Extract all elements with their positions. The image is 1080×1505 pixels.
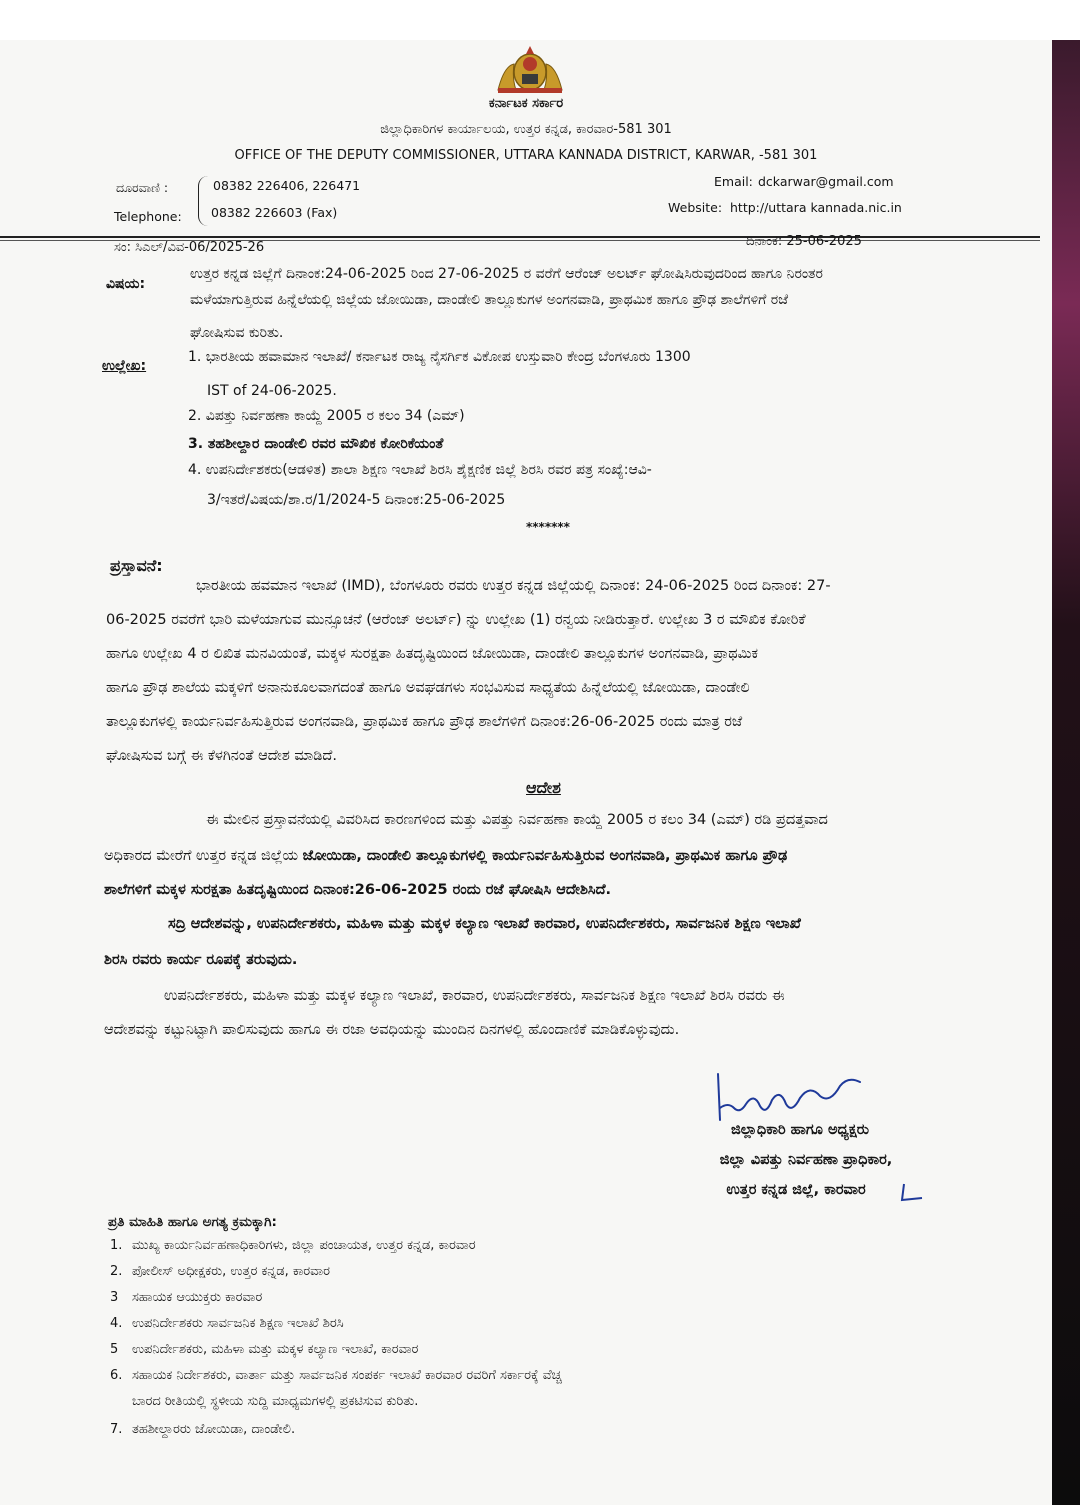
order-para-2-line-2: ಶಿರಸಿ ರವರು ಕಾರ್ಯ ರೂಪಕ್ಕೆ ತರುವುದು. <box>104 952 298 968</box>
subject-line-1: ಉತ್ತರ ಕನ್ನಡ ಜಿಲ್ಲೆಗೆ ದಿನಾಂಕ:24-06-2025 ರಿಂದ 27-06-2025 ರ ವರೆಗೆ ಆರೆಂಜ್ ಅಲರ್ಟ್ ಘೋಷಿಸಿರುವುದರಿಂದ ಹಾಗೂ ನಿರಂತರ <box>190 266 823 282</box>
order-para-1-line-2 <box>104 840 994 873</box>
phone-brace <box>198 176 211 226</box>
copy-to-item: ತಹಶೀಲ್ದಾರರು ಜೋಯಿಡಾ, ದಾಂಡೇಲಿ. <box>132 1422 296 1437</box>
copy-to-item: ಮುಖ್ಯ ಕಾರ್ಯನಿರ್ವಹಣಾಧಿಕಾರಿಗಳು, ಜಿಲ್ಲಾ ಪಂಚಾಯತ, ಉತ್ತರ ಕನ್ನಡ, ಕಾರವಾರ <box>132 1238 476 1253</box>
fax-number: 08382 226603 (Fax) <box>211 205 338 220</box>
copy-to-item: ಸಹಾಯಕ ನಿರ್ದೇಶಕರು, ವಾರ್ತಾ ಮತ್ತು ಸಾರ್ವಜನಿಕ ಸಂಪರ್ಕ ಇಲಾಖೆ ಕಾರವಾರ ರವರಿಗೆ ಸರ್ಕಾರಕ್ಕೆ ವೆಚ್ಚ <box>132 1368 562 1383</box>
copy-to-item-number: 6. <box>110 1368 123 1383</box>
order-para-2-line-1: ಸದ್ರಿ ಆದೇಶವನ್ನು, ಉಪನಿರ್ದೇಶಕರು, ಮಹಿಳಾ ಮತ್ತು ಮಕ್ಕಳ ಕಲ್ಯಾಣ ಇಲಾಖೆ ಕಾರವಾರ, ಉಪನಿರ್ದೇಶಕರು, ಸಾರ್ವಜನಿಕ ಶಿಕ್ಷಣ ಇಲಾಖೆ <box>168 916 801 932</box>
email-address: dckarwar@gmail.com <box>758 174 894 189</box>
document-page <box>0 40 1052 1505</box>
references-label: ಉಲ್ಲೇಖ: <box>102 358 147 374</box>
initial-mark <box>896 1180 926 1204</box>
copy-to-item: ಪೋಲೀಸ್ ಅಧೀಕ್ಷಕರು, ಉತ್ತರ ಕನ್ನಡ, ಕಾರವಾರ <box>132 1264 330 1279</box>
order-para-1-line-3: ಶಾಲೆಗಳಿಗೆ ಮಕ್ಕಳ ಸುರಕ್ಷತಾ ಹಿತದೃಷ್ಟಿಯಿಂದ ದಿನಾಂಕ:26-06-2025 ರಂದು ರಜೆ ಘೋಷಿಸಿ ಆದೇಶಿಸಿದೆ. <box>104 882 612 898</box>
subject-line-3: ಘೋಷಿಸುವ ಕುರಿತು. <box>190 325 284 341</box>
phone-label-kannada: ದೂರವಾಣಿ : <box>116 180 169 195</box>
header-divider <box>0 236 1040 238</box>
reference-4: 4. ಉಪನಿರ್ದೇಶಕರು(ಆಡಳಿತ) ಶಾಲಾ ಶಿಕ್ಷಣ ಇಲಾಖೆ ಶಿರಸಿ ಶೈಕ್ಷಣಿಕ ಜಿಲ್ಲೆ ಶಿರಸಿ ರವರ ಪತ್ರ ಸಂಖ್ಯೆ:ಆವಿ- <box>188 462 652 478</box>
reference-1: 1. ಭಾರತೀಯ ಹವಾಮಾನ ಇಲಾಖೆ/ ಕರ್ನಾಟಕ ರಾಜ್ಯ ನೈಸರ್ಗಿಕ ವಿಕೋಪ ಉಸ್ತುವಾರಿ ಕೇಂದ್ರ ಬೆಂಗಳೂರು 1300 <box>188 349 691 365</box>
background-edge <box>1052 40 1080 1505</box>
website-label: Website: <box>668 200 723 215</box>
website-url: http://uttara kannada.nic.in <box>730 200 902 215</box>
preamble-line-4: ಹಾಗೂ ಪ್ರೌಢ ಶಾಲೆಯ ಮಕ್ಕಳಿಗೆ ಅನಾನುಕೂಲವಾಗದಂತೆ ಹಾಗೂ ಅವಘಡಗಳು ಸಂಭವಿಸುವ ಸಾಧ್ಯತೆಯ ಹಿನ್ನೆಲೆಯಲ್ಲಿ ಜೋಯಿಡಾ, ದಾಂಡೇಲಿ <box>106 680 750 696</box>
copy-to-item-number: 7. <box>110 1422 123 1437</box>
subject-label: ವಿಷಯ: <box>106 276 146 292</box>
copy-to-item-number: 1. <box>110 1238 123 1253</box>
office-name-kannada: ಜಿಲ್ಲಾಧಿಕಾರಿಗಳ ಕಾರ್ಯಾಲಯ, ಉತ್ತರ ಕನ್ನಡ, ಕಾರವಾರ-581 301 <box>380 122 672 137</box>
order-para-1-line-1: ಈ ಮೇಲಿನ ಪ್ರಸ್ತಾವನೆಯಲ್ಲಿ ವಿವರಿಸಿದ ಕಾರಣಗಳಿಂದ ಮತ್ತು ವಿಪತ್ತು ನಿರ್ವಹಣಾ ಕಾಯ್ದೆ 2005 ರ ಕಲಂ 34 (ಎಮ್) ರಡಿ ಪ್ರದತ್ತವಾದ <box>206 812 828 828</box>
copy-to-item-number: 4. <box>110 1316 123 1331</box>
phone-label-english: Telephone: <box>114 209 182 224</box>
preamble-line-5: ತಾಲ್ಲೂಕುಗಳಲ್ಲಿ ಕಾರ್ಯನಿರ್ವಹಿಸುತ್ತಿರುವ ಅಂಗನವಾಡಿ, ಪ್ರಾಥಮಿಕ ಹಾಗೂ ಪ್ರೌಢ ಶಾಲೆಗಳಿಗೆ ದಿನಾಂಕ:26-06-2025 ರಂದು ಮಾತ್ರ ರಜೆ <box>106 714 743 730</box>
preamble-line-6: ಘೋಷಿಸುವ ಬಗ್ಗೆ ಈ ಕೆಳಗಿನಂತೆ ಆದೇಶ ಮಾಡಿದೆ. <box>106 748 337 764</box>
copy-to-item-number: 2. <box>110 1264 123 1279</box>
karnataka-emblem-icon <box>490 44 570 96</box>
copy-to-item-number: 5 <box>110 1342 119 1357</box>
signatory-location: ಉತ್ತರ ಕನ್ನಡ ಜಿಲ್ಲೆ, ಕಾರವಾರ <box>726 1182 866 1198</box>
copy-to-item: ಸಹಾಯಕ ಆಯುಕ್ತರು ಕಾರವಾರ <box>132 1290 263 1305</box>
copy-to-item: ಉಪನಿರ್ದೇಶಕರು, ಮಹಿಳಾ ಮತ್ತು ಮಕ್ಕಳ ಕಲ್ಯಾಣ ಇಲಾಖೆ, ಕಾರವಾರ <box>132 1342 419 1357</box>
office-name-english: OFFICE OF THE DEPUTY COMMISSIONER, UTTARA KANNADA DISTRICT, KARWAR, -581 301 <box>234 148 818 163</box>
reference-2: 2. ವಿಪತ್ತು ನಿರ್ವಹಣಾ ಕಾಯ್ದೆ 2005 ರ ಕಲಂ 34 (ಎಮ್) <box>188 408 465 424</box>
signature-mark <box>710 1068 870 1128</box>
copy-to-heading: ಪ್ರತಿ ಮಾಹಿತಿ ಹಾಗೂ ಅಗತ್ಯ ಕ್ರಮಕ್ಕಾಗಿ: <box>108 1214 277 1230</box>
document-date: ದಿನಾಂಕ: 25-06-2025 <box>746 234 862 249</box>
copy-to-item: ಉಪನಿರ್ದೇಶಕರು ಸಾರ್ವಜನಿಕ ಶಿಕ್ಷಣ ಇಲಾಖೆ ಶಿರಸಿ <box>132 1316 344 1331</box>
preamble-heading: ಪ್ರಸ್ತಾವನೆ: <box>110 556 163 575</box>
phone-numbers: 08382 226406, 226471 <box>213 178 361 193</box>
reference-3: 3. ತಹಶೀಲ್ದಾರ ದಾಂಡೇಲಿ ರವರ ಮೌಖಿಕ ಕೋರಿಕೆಯಂತೆ <box>188 436 444 452</box>
subject-line-2: ಮಳೆಯಾಗುತ್ತಿರುವ ಹಿನ್ನೆಲೆಯಲ್ಲಿ ಜಿಲ್ಲೆಯ ಜೋಯಿಡಾ, ದಾಂಡೇಲಿ ತಾಲ್ಲೂಕುಗಳ ಅಂಗನವಾಡಿ, ಪ್ರಾಥಮಿಕ ಹಾಗೂ ಪ್ರೌಢ ಶಾಲೆಗಳಿಗೆ ರಜೆ <box>190 292 789 308</box>
order-heading: ಆದೇಶ <box>526 778 561 797</box>
preamble-line-3: ಹಾಗೂ ಉಲ್ಲೇಖ 4 ರ ಲಿಖಿತ ಮನವಿಯಂತೆ, ಮಕ್ಕಳ ಸುರಕ್ಷತಾ ಹಿತದೃಷ್ಟಿಯಿಂದ ಜೋಯಿಡಾ, ದಾಂಡೇಲಿ ತಾಲ್ಲೂಕುಗಳ ಅಂಗನವಾಡಿ, ಪ್ರಾಥಮಿಕ <box>106 646 759 662</box>
order-para-1-line-2-text: ಅಧಿಕಾರದ ಮೇರೆಗೆ ಉತ್ತರ ಕನ್ನಡ ಜಿಲ್ಲೆಯ <box>104 848 303 864</box>
order-para-3-line-1: ಉಪನಿರ್ದೇಶಕರು, ಮಹಿಳಾ ಮತ್ತು ಮಕ್ಕಳ ಕಲ್ಯಾಣ ಇಲಾಖೆ, ಕಾರವಾರ, ಉಪನಿರ್ದೇಶಕರು, ಸಾರ್ವಜನಿಕ ಶಿಕ್ಷಣ ಇಲಾಖೆ ಶಿರಸಿ ರವರು ಈ <box>164 988 785 1004</box>
reference-number: ಸಂ: ಸಿಎಲ್/ವಿವ-06/2025-26 <box>114 240 265 255</box>
signatory-title: ಜಿಲ್ಲಾಧಿಕಾರಿ ಹಾಗೂ ಅಧ್ಯಕ್ಷರು <box>730 1122 870 1138</box>
government-title: ಕರ್ನಾಟಕ ಸರ್ಕಾರ <box>488 96 564 111</box>
section-stars: ******* <box>526 520 570 534</box>
preamble-line-2: 06-2025 ರವರೆಗೆ ಭಾರಿ ಮಳೆಯಾಗುವ ಮುನ್ಸೂಚನೆ (ಆರೆಂಜ್ ಅಲರ್ಟ್) ನ್ನು ಉಲ್ಲೇಖ (1) ರನ್ವಯ ನೀಡಿರುತ್ತಾರೆ. ಉಲ್ಲೇಖ 3 ರ ಮೌಖಿಕ ಕೋರಿಕೆ <box>106 612 806 628</box>
order-para-3-line-2: ಆದೇಶವನ್ನು ಕಟ್ಟುನಿಟ್ಟಾಗಿ ಪಾಲಿಸುವುದು ಹಾಗೂ ಈ ರಜಾ ಅವಧಿಯನ್ನು ಮುಂದಿನ ದಿನಗಳಲ್ಲಿ ಹೊಂದಾಣಿಕೆ ಮಾಡಿಕೊಳ್ಳುವುದು. <box>104 1022 680 1038</box>
signatory-authority: ಜಿಲ್ಲಾ ವಿಪತ್ತು ನಿರ್ವಹಣಾ ಪ್ರಾಧಿಕಾರ, <box>719 1152 893 1168</box>
email-label: Email: <box>714 174 753 189</box>
reference-4-cont: 3/ಇತರೆ/ವಿಷಯ/ಶಾ.ರ/1/2024-5 ದಿನಾಂಕ:25-06-2025 <box>207 492 506 508</box>
copy-to-item-number: 3 <box>110 1290 119 1305</box>
copy-to-item: ಬಾರದ ರೀತಿಯಲ್ಲಿ ಸ್ಥಳೀಯ ಸುದ್ದಿ ಮಾಧ್ಯಮಗಳಲ್ಲಿ ಪ್ರಕಟಿಸುವ ಕುರಿತು. <box>132 1394 419 1409</box>
preamble-line-1: ಭಾರತೀಯ ಹವಮಾನ ಇಲಾಖೆ (IMD), ಬೆಂಗಳೂರು ರವರು ಉತ್ತರ ಕನ್ನಡ ಜಿಲ್ಲೆಯಲ್ಲಿ ದಿನಾಂಕ: 24-06-2025 ರಿಂದ ದಿನಾಂಕ: 27- <box>196 578 831 594</box>
order-para-1-line-2-bold: ಜೋಯಿಡಾ, ದಾಂಡೇಲಿ ತಾಲ್ಲೂಕುಗಳಲ್ಲಿ ಕಾರ್ಯನಿರ್ವಹಿಸುತ್ತಿರುವ ಅಂಗನವಾಡಿ, ಪ್ರಾಥಮಿಕ ಹಾಗೂ ಪ್ರೌಢ <box>302 848 788 864</box>
screen-top-margin <box>0 0 1080 40</box>
reference-1-cont: IST of 24-06-2025. <box>207 383 337 399</box>
